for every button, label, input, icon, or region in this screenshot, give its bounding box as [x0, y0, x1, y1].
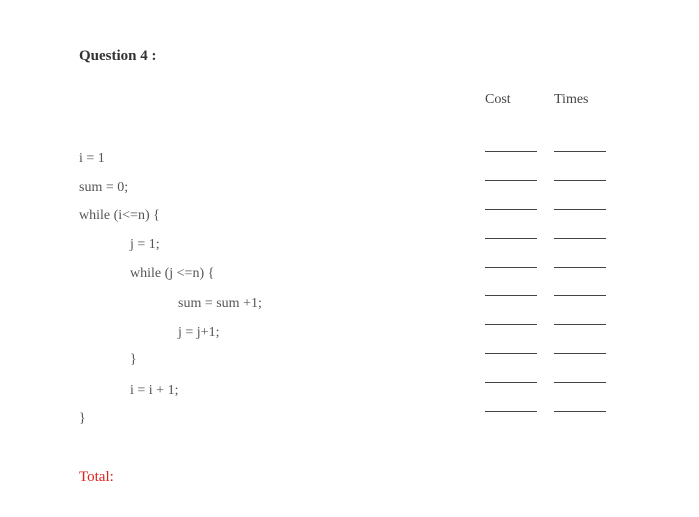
cost-blank-2[interactable]	[485, 180, 537, 181]
times-blank-5[interactable]	[554, 267, 606, 268]
total-label: Total:	[79, 469, 114, 485]
cost-blank-6[interactable]	[485, 295, 537, 296]
times-column-header: Times	[554, 92, 589, 107]
code-line-9: i = i + 1;	[130, 383, 179, 398]
times-blank-9[interactable]	[554, 382, 606, 383]
code-line-7: j = j+1;	[178, 325, 220, 340]
cost-blank-4[interactable]	[485, 238, 537, 239]
times-blank-3[interactable]	[554, 209, 606, 210]
code-line-5: while (j <=n) {	[130, 266, 215, 281]
cost-blank-8[interactable]	[485, 353, 537, 354]
code-line-4: j = 1;	[130, 237, 160, 252]
code-line-2: sum = 0;	[79, 180, 129, 195]
code-line-6: sum = sum +1;	[178, 296, 262, 311]
cost-blank-10[interactable]	[485, 411, 537, 412]
times-blank-4[interactable]	[554, 238, 606, 239]
code-line-10: }	[79, 411, 86, 426]
code-line-1: i = 1	[79, 151, 105, 166]
code-line-3: while (i<=n) {	[79, 208, 160, 223]
times-blank-10[interactable]	[554, 411, 606, 412]
cost-column-header: Cost	[485, 92, 511, 107]
question-title: Question 4 :	[79, 48, 157, 64]
code-line-8: }	[130, 352, 137, 367]
cost-blank-3[interactable]	[485, 209, 537, 210]
cost-blank-5[interactable]	[485, 267, 537, 268]
cost-blank-1[interactable]	[485, 151, 537, 152]
cost-blank-9[interactable]	[485, 382, 537, 383]
times-blank-7[interactable]	[554, 324, 606, 325]
times-blank-1[interactable]	[554, 151, 606, 152]
cost-blank-7[interactable]	[485, 324, 537, 325]
times-blank-2[interactable]	[554, 180, 606, 181]
times-blank-8[interactable]	[554, 353, 606, 354]
times-blank-6[interactable]	[554, 295, 606, 296]
